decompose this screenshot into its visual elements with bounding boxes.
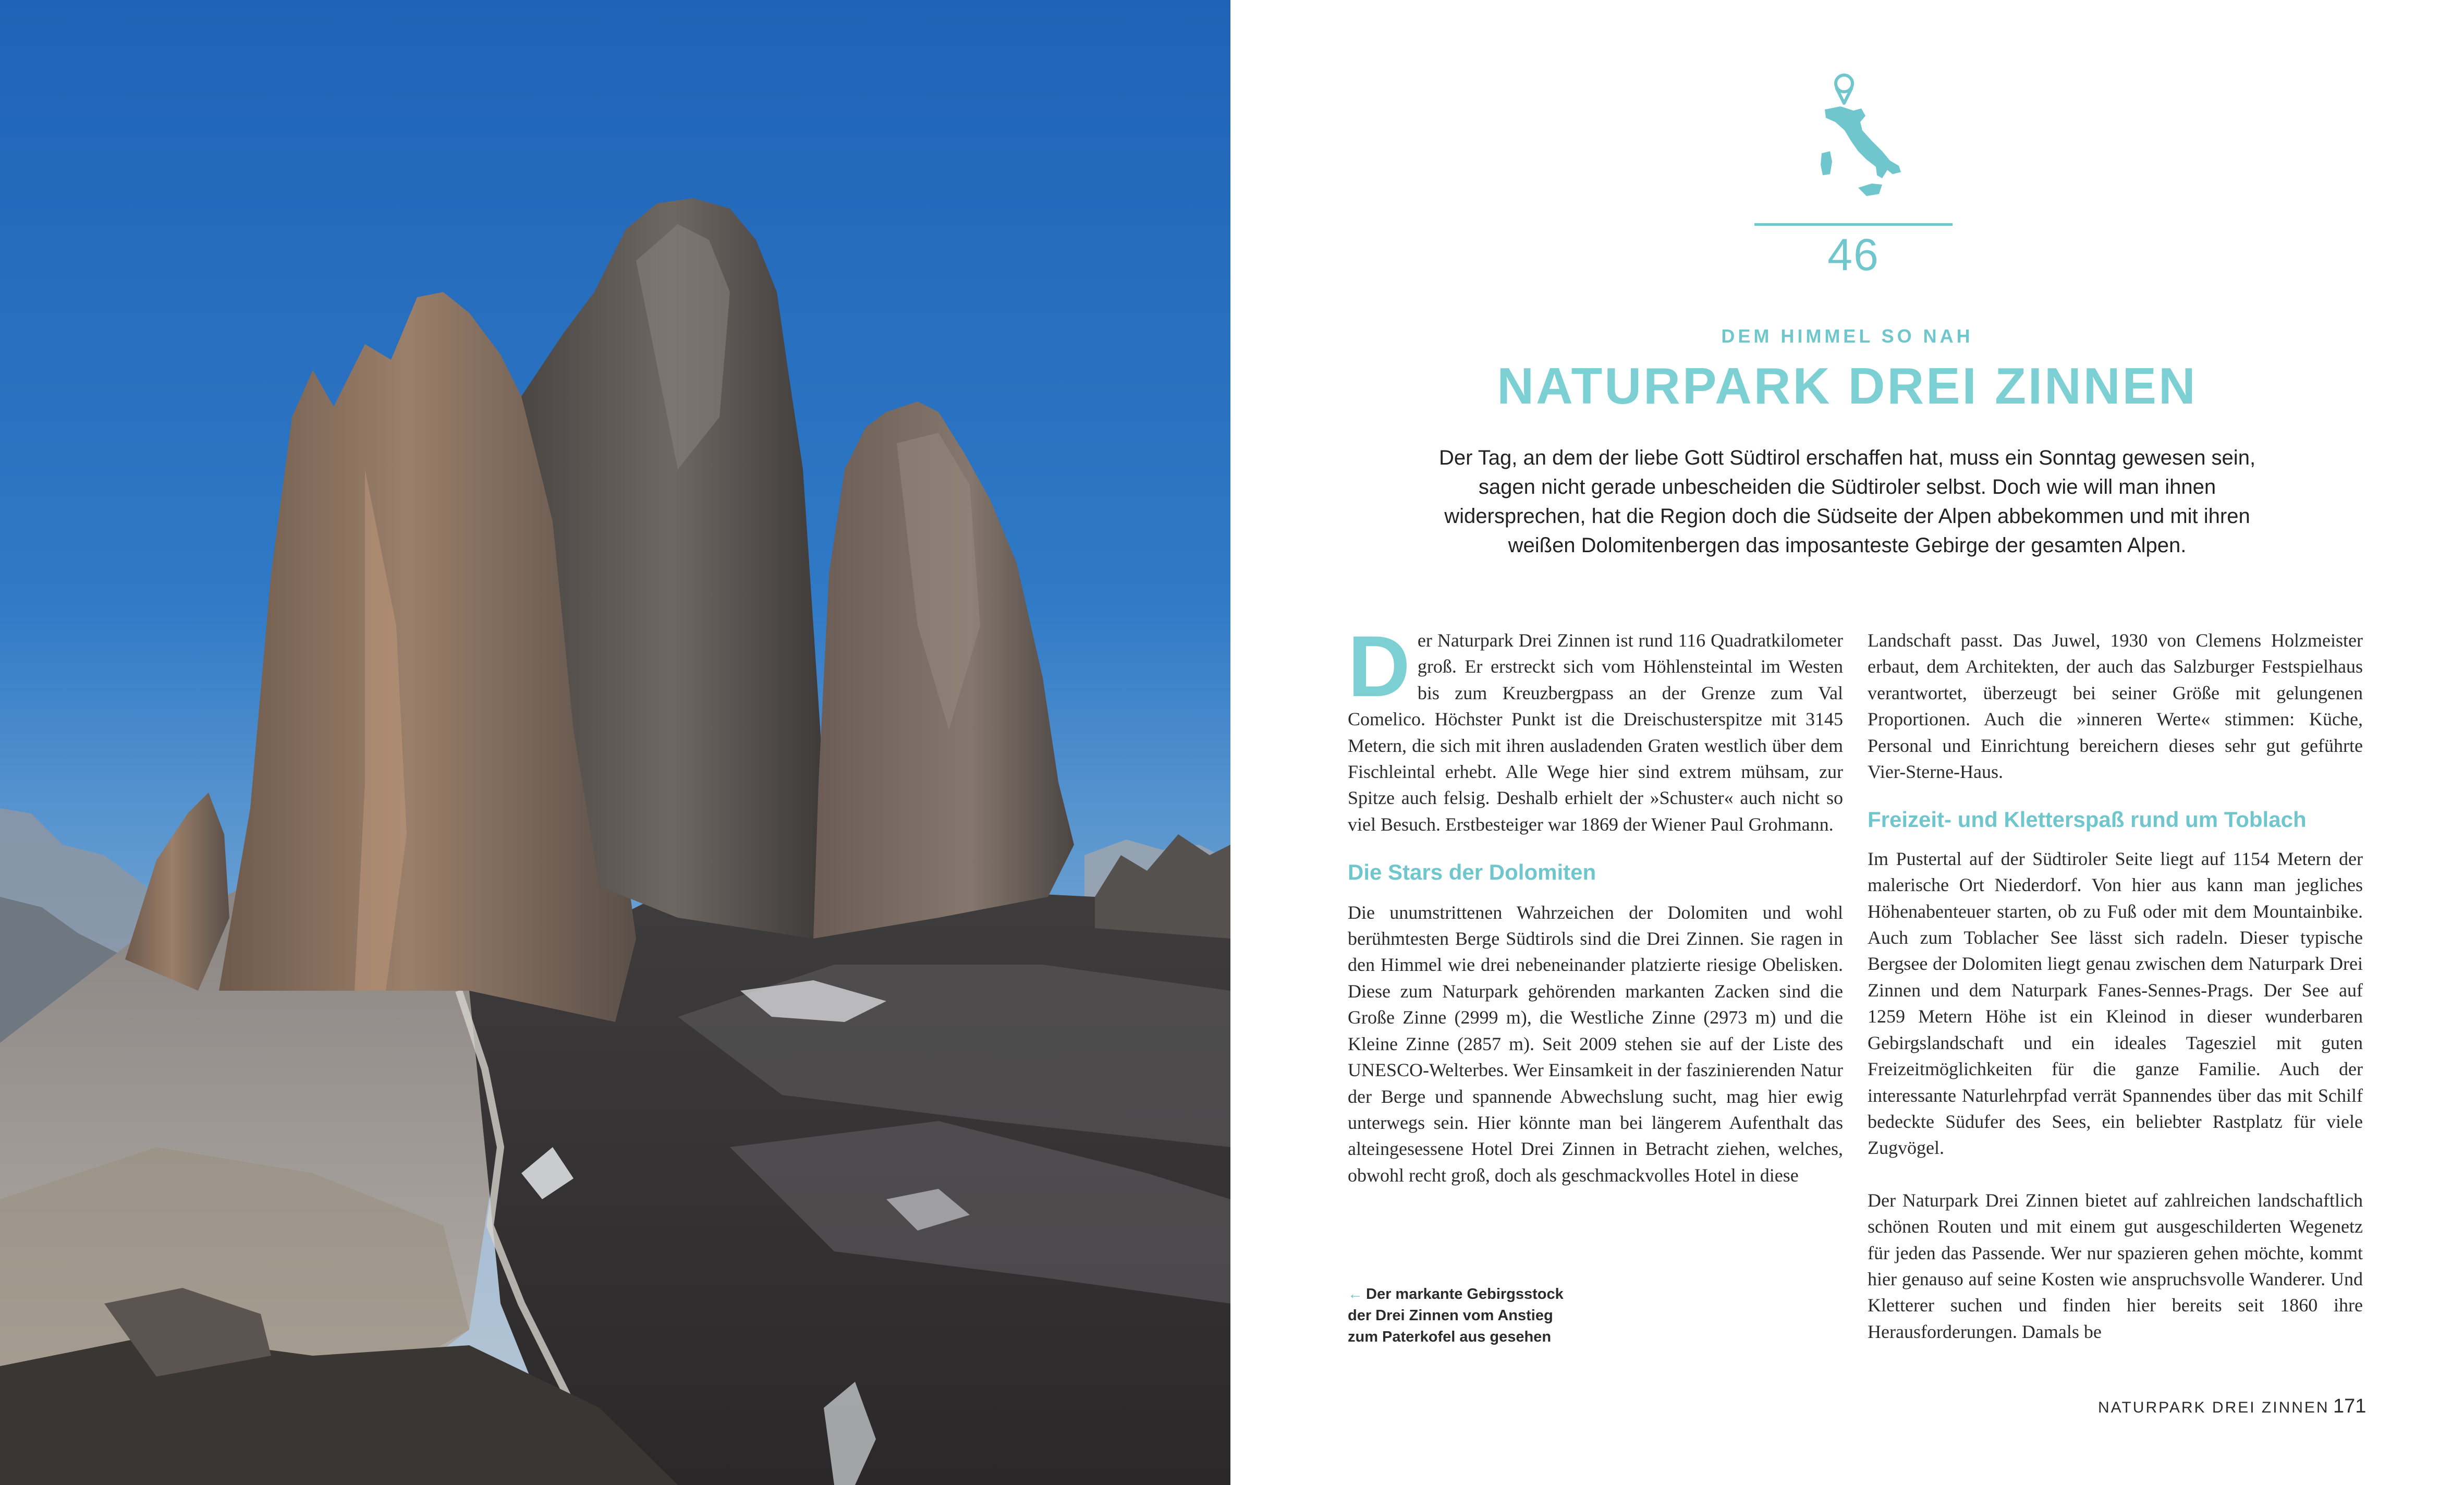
body-paragraph: Im Pustertal auf der Südtiroler Seite liegt auf 1154 Metern der malerische Ort Niederdorf. Von hier aus kann man jegliches Höhenabenteuer starten, ob zu Fuß oder mit dem Mountainbike. Auch zum Toblacher See lässt sich radeln. Dieser typische Bergsee der Dolomiten liegt genau zwischen dem Naturpark Drei Zinnen und dem Naturpark Fanes-Sennes-Prags. Der See auf 1259 Metern Höhe ist ein Kleinod in dieser wunderbaren Gebirgslandschaft und ein ideales Tagesziel mit guten Freizeitmöglichkeiten für die ganze Familie. Auch der interessante Naturlehrpfad verrät Spannendes über das mit Schilf bedeckte Südufer des Sees, ein beliebter Rastplatz für viele Zugvögel. <box>1868 848 2363 1159</box>
chapter-number: 46 <box>1827 230 1880 280</box>
chapter-rule <box>1754 223 1953 226</box>
photo-caption: ← Der markante Gebirgsstock der Drei Zinnen vom Anstieg zum Paterkofel aus gesehen <box>1348 1286 1564 1345</box>
subheading-stars: Die Stars der Dolomiten <box>1348 860 1596 885</box>
body-paragraph: Der Naturpark Drei Zinnen bietet auf zahlreichen landschaftlich schönen Routen und mit einem gut ausgeschilderten Wegenetz für jeden das Passende. Wer nur spazieren gehen möchte, kommt hier genauso auf seine Kosten wie anspruchsvolle Wanderer. Und Kletterer suchen und finden hier bereits seit 1860 ihre Herausforderungen. Damals be <box>1868 1189 2363 1342</box>
body-paragraph: Die unumstrittenen Wahrzeichen der Dolomiten und wohl berühmtesten Berge Südtirols sind die Drei Zinnen. Sie ragen in den Himmel wie drei nebeneinander platzierte riesige Obelisken. Diese zum Naturpark gehörenden markanten Zacken sind die Große Zinne (2999 m), die Westliche Zinne (2973 m) und die Kleine Zinne (2857 m). Seit 2009 stehen sie auf der Liste des UNESCO-Welterbes. Wer Einsamkeit in der faszinierenden Natur der Berge und spannende Abwechslung sucht, mag hier ewig unterwegs sein. Hier könnte man bei längerem Aufenthalt das alteingesessene Hotel Drei Zinnen in Betracht ziehen, welches, obwohl recht groß, doch als geschmackvolles Hotel in diese <box>1348 902 1843 1186</box>
drei-zinnen-illustration <box>0 0 1230 1485</box>
text-column-left <box>1348 618 1843 1188</box>
subheading-freizeit: Freizeit- und Kletterspaß rund um Toblach <box>1868 807 2307 832</box>
text-page <box>1230 0 2464 1485</box>
body-paragraph: Der Naturpark Drei Zinnen ist rund 116 Quadratkilometer groß. Er erstreckt sich vom Höhlensteintal im Westen bis zum Kreuzbergpass an der Grenze zum Val Comelico. Höchster Punkt ist die Dreischusterspitze mit 3145 Metern, die sich mit ihren ausladenden Graten westlich über dem Fischleintal erhebt. Alle Wege hier sind extrem mühsam, zur Spitze auch felsig. Deshalb erhielt der »Schuster« auch nicht so viel Besuch. Erstbesteiger war 1869 der Wiener Paul Grohmann. <box>1348 618 1843 835</box>
intro-paragraph: Der Tag, an dem der liebe Gott Südtirol erschaffen hat, muss ein Sonntag gewesen sein, sagen nicht gerade unbescheiden die Südtiroler selbst. Doch wie will man ihnen widersprechen, hat die Region doch die Südseite der Alpen abbekommen und mit ihren weißen Dolomitenbergen das imposanteste Gebirge der gesamten Alpen. <box>1438 446 2256 557</box>
body-paragraph: Landschaft passt. Das Juwel, 1930 von Clemens Holzmeister erbaut, dem Architekten, der auch das Salzburger Festspielhaus verantwortet, überzeugt bei seiner Größe mit gelungenen Proportionen. Auch die »inneren Werte« stimmen: Küche, Personal und Einrichtung bereichern dieses sehr gut geführte Vier-Sterne-Haus. <box>1868 630 2363 783</box>
chapter-title: NATURPARK DREI ZINNEN <box>1497 357 2198 415</box>
italy-map-pin-icon <box>1804 68 1903 214</box>
chapter-kicker: DEM HIMMEL SO NAH <box>1721 325 1973 347</box>
arrow-left-icon: ← <box>1348 1286 1363 1303</box>
page-number: 171 <box>2333 1395 2367 1417</box>
dropcap: D <box>1348 618 1410 715</box>
mountain-photo <box>0 0 1230 1485</box>
text-column-right <box>1868 627 2363 1345</box>
running-head: NATURPARK DREI ZINNEN <box>2098 1399 2329 1416</box>
